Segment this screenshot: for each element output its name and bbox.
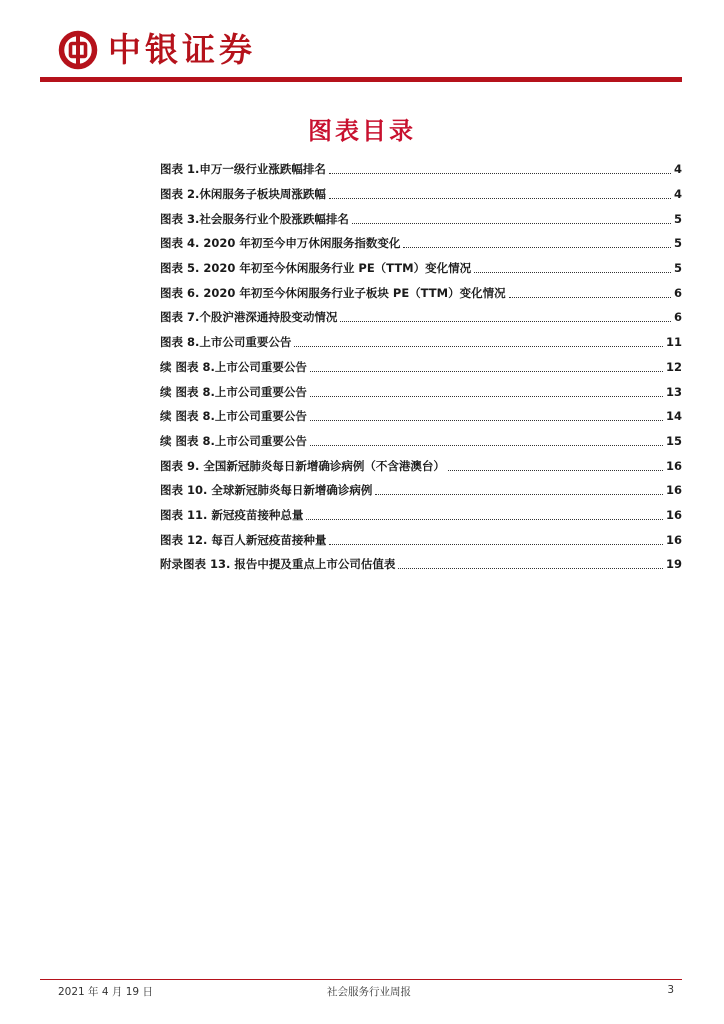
toc-entry-label: 续 图表 8.上市公司重要公告 — [160, 384, 307, 399]
toc-dot-leader — [474, 271, 671, 273]
toc-entry[interactable] — [160, 429, 682, 454]
footer-date: 2021 年 4 月 19 日 — [58, 986, 153, 998]
toc-entry[interactable] — [160, 503, 682, 528]
header-divider — [40, 77, 682, 82]
toc-dot-leader — [294, 345, 663, 347]
toc-dot-leader — [306, 518, 663, 520]
toc-entry[interactable] — [160, 527, 682, 552]
toc-entry-page: 6 — [673, 285, 682, 300]
toc-entry-label: 图表 6. 2020 年初至今休闲服务行业子板块 PE（TTM）变化情况 — [160, 285, 506, 300]
toc-entry-page: 16 — [665, 483, 682, 498]
toc-dot-leader — [352, 222, 671, 224]
toc-dot-leader — [375, 493, 663, 495]
toc-entry-page: 13 — [665, 384, 682, 399]
toc-dot-leader — [509, 296, 671, 298]
bank-of-china-logo-icon — [58, 30, 98, 70]
toc-entry-page: 6 — [673, 310, 682, 325]
toc-entry[interactable] — [160, 552, 682, 577]
toc-entry-label: 图表 2.休闲服务子板块周涨跌幅 — [160, 187, 326, 202]
toc-entry-label: 图表 4. 2020 年初至今申万休闲服务指数变化 — [160, 236, 401, 251]
toc-dot-leader — [310, 370, 663, 372]
toc-dot-leader — [398, 567, 663, 569]
toc-dot-leader — [329, 197, 671, 199]
toc-entry[interactable] — [160, 379, 682, 404]
toc-dot-leader — [448, 469, 663, 471]
brand-name: 中银证券 — [108, 30, 256, 69]
toc-dot-leader — [310, 395, 663, 397]
toc-entry-label: 图表 1.申万一级行业涨跌幅排名 — [160, 162, 326, 177]
toc-entry-label: 图表 5. 2020 年初至今休闲服务行业 PE（TTM）变化情况 — [160, 261, 472, 276]
toc-entry[interactable] — [160, 355, 682, 380]
toc-dot-leader — [329, 172, 671, 174]
toc-entry[interactable] — [160, 256, 682, 281]
toc-entry[interactable] — [160, 206, 682, 231]
toc-entry-label: 图表 12. 每百人新冠疫苗接种量 — [160, 532, 327, 547]
toc-entry-page: 16 — [665, 458, 682, 473]
toc-entry[interactable] — [160, 478, 682, 503]
toc-entry[interactable] — [160, 182, 682, 207]
footer-divider — [40, 979, 682, 980]
toc-entry-label: 图表 7.个股沪港深通持股变动情况 — [160, 310, 338, 325]
toc-entry-page: 15 — [665, 433, 682, 448]
toc-entry-label: 续 图表 8.上市公司重要公告 — [160, 433, 307, 448]
toc-entry-page: 5 — [673, 236, 682, 251]
toc-entry[interactable] — [160, 330, 682, 355]
page-header — [58, 28, 256, 72]
toc-entry-page: 4 — [673, 162, 682, 177]
toc-entry[interactable] — [160, 231, 682, 256]
toc-entry-page: 14 — [665, 409, 682, 424]
toc-dot-leader — [329, 543, 663, 545]
toc-entry[interactable] — [160, 453, 682, 478]
toc-entry-page: 5 — [673, 211, 682, 226]
toc-dot-leader — [310, 419, 663, 421]
footer-report-name: 社会服务行业周报 — [327, 986, 411, 998]
toc-entry-page: 19 — [665, 557, 682, 572]
toc-title: 图表目录 — [308, 117, 416, 145]
toc-entry-label: 图表 11. 新冠疫苗接种总量 — [160, 507, 304, 522]
toc-entry-page: 5 — [673, 261, 682, 276]
toc-entry-label: 图表 10. 全球新冠肺炎每日新增确诊病例 — [160, 483, 373, 498]
toc-entry-page: 12 — [665, 359, 682, 374]
footer-page-number: 3 — [667, 984, 674, 996]
toc-dot-leader — [403, 246, 671, 248]
toc-dot-leader — [340, 320, 671, 322]
toc-entry[interactable] — [160, 404, 682, 429]
toc-entry-label: 续 图表 8.上市公司重要公告 — [160, 359, 307, 374]
toc-dot-leader — [310, 444, 663, 446]
toc-list — [160, 157, 682, 577]
toc-entry-page: 11 — [665, 335, 682, 350]
toc-entry-label: 图表 9. 全国新冠肺炎每日新增确诊病例（不含港澳台） — [160, 458, 445, 473]
toc-entry-label: 图表 8.上市公司重要公告 — [160, 335, 292, 350]
toc-entry-page: 4 — [673, 187, 682, 202]
toc-entry-label: 附录图表 13. 报告中提及重点上市公司估值表 — [160, 557, 396, 572]
toc-entry[interactable] — [160, 305, 682, 330]
toc-entry-page: 16 — [665, 507, 682, 522]
toc-entry[interactable] — [160, 157, 682, 182]
page-footer — [58, 984, 680, 1000]
toc-entry-page: 16 — [665, 532, 682, 547]
toc-entry-label: 续 图表 8.上市公司重要公告 — [160, 409, 307, 424]
toc-entry[interactable] — [160, 280, 682, 305]
toc-entry-label: 图表 3.社会服务行业个股涨跌幅排名 — [160, 211, 349, 226]
